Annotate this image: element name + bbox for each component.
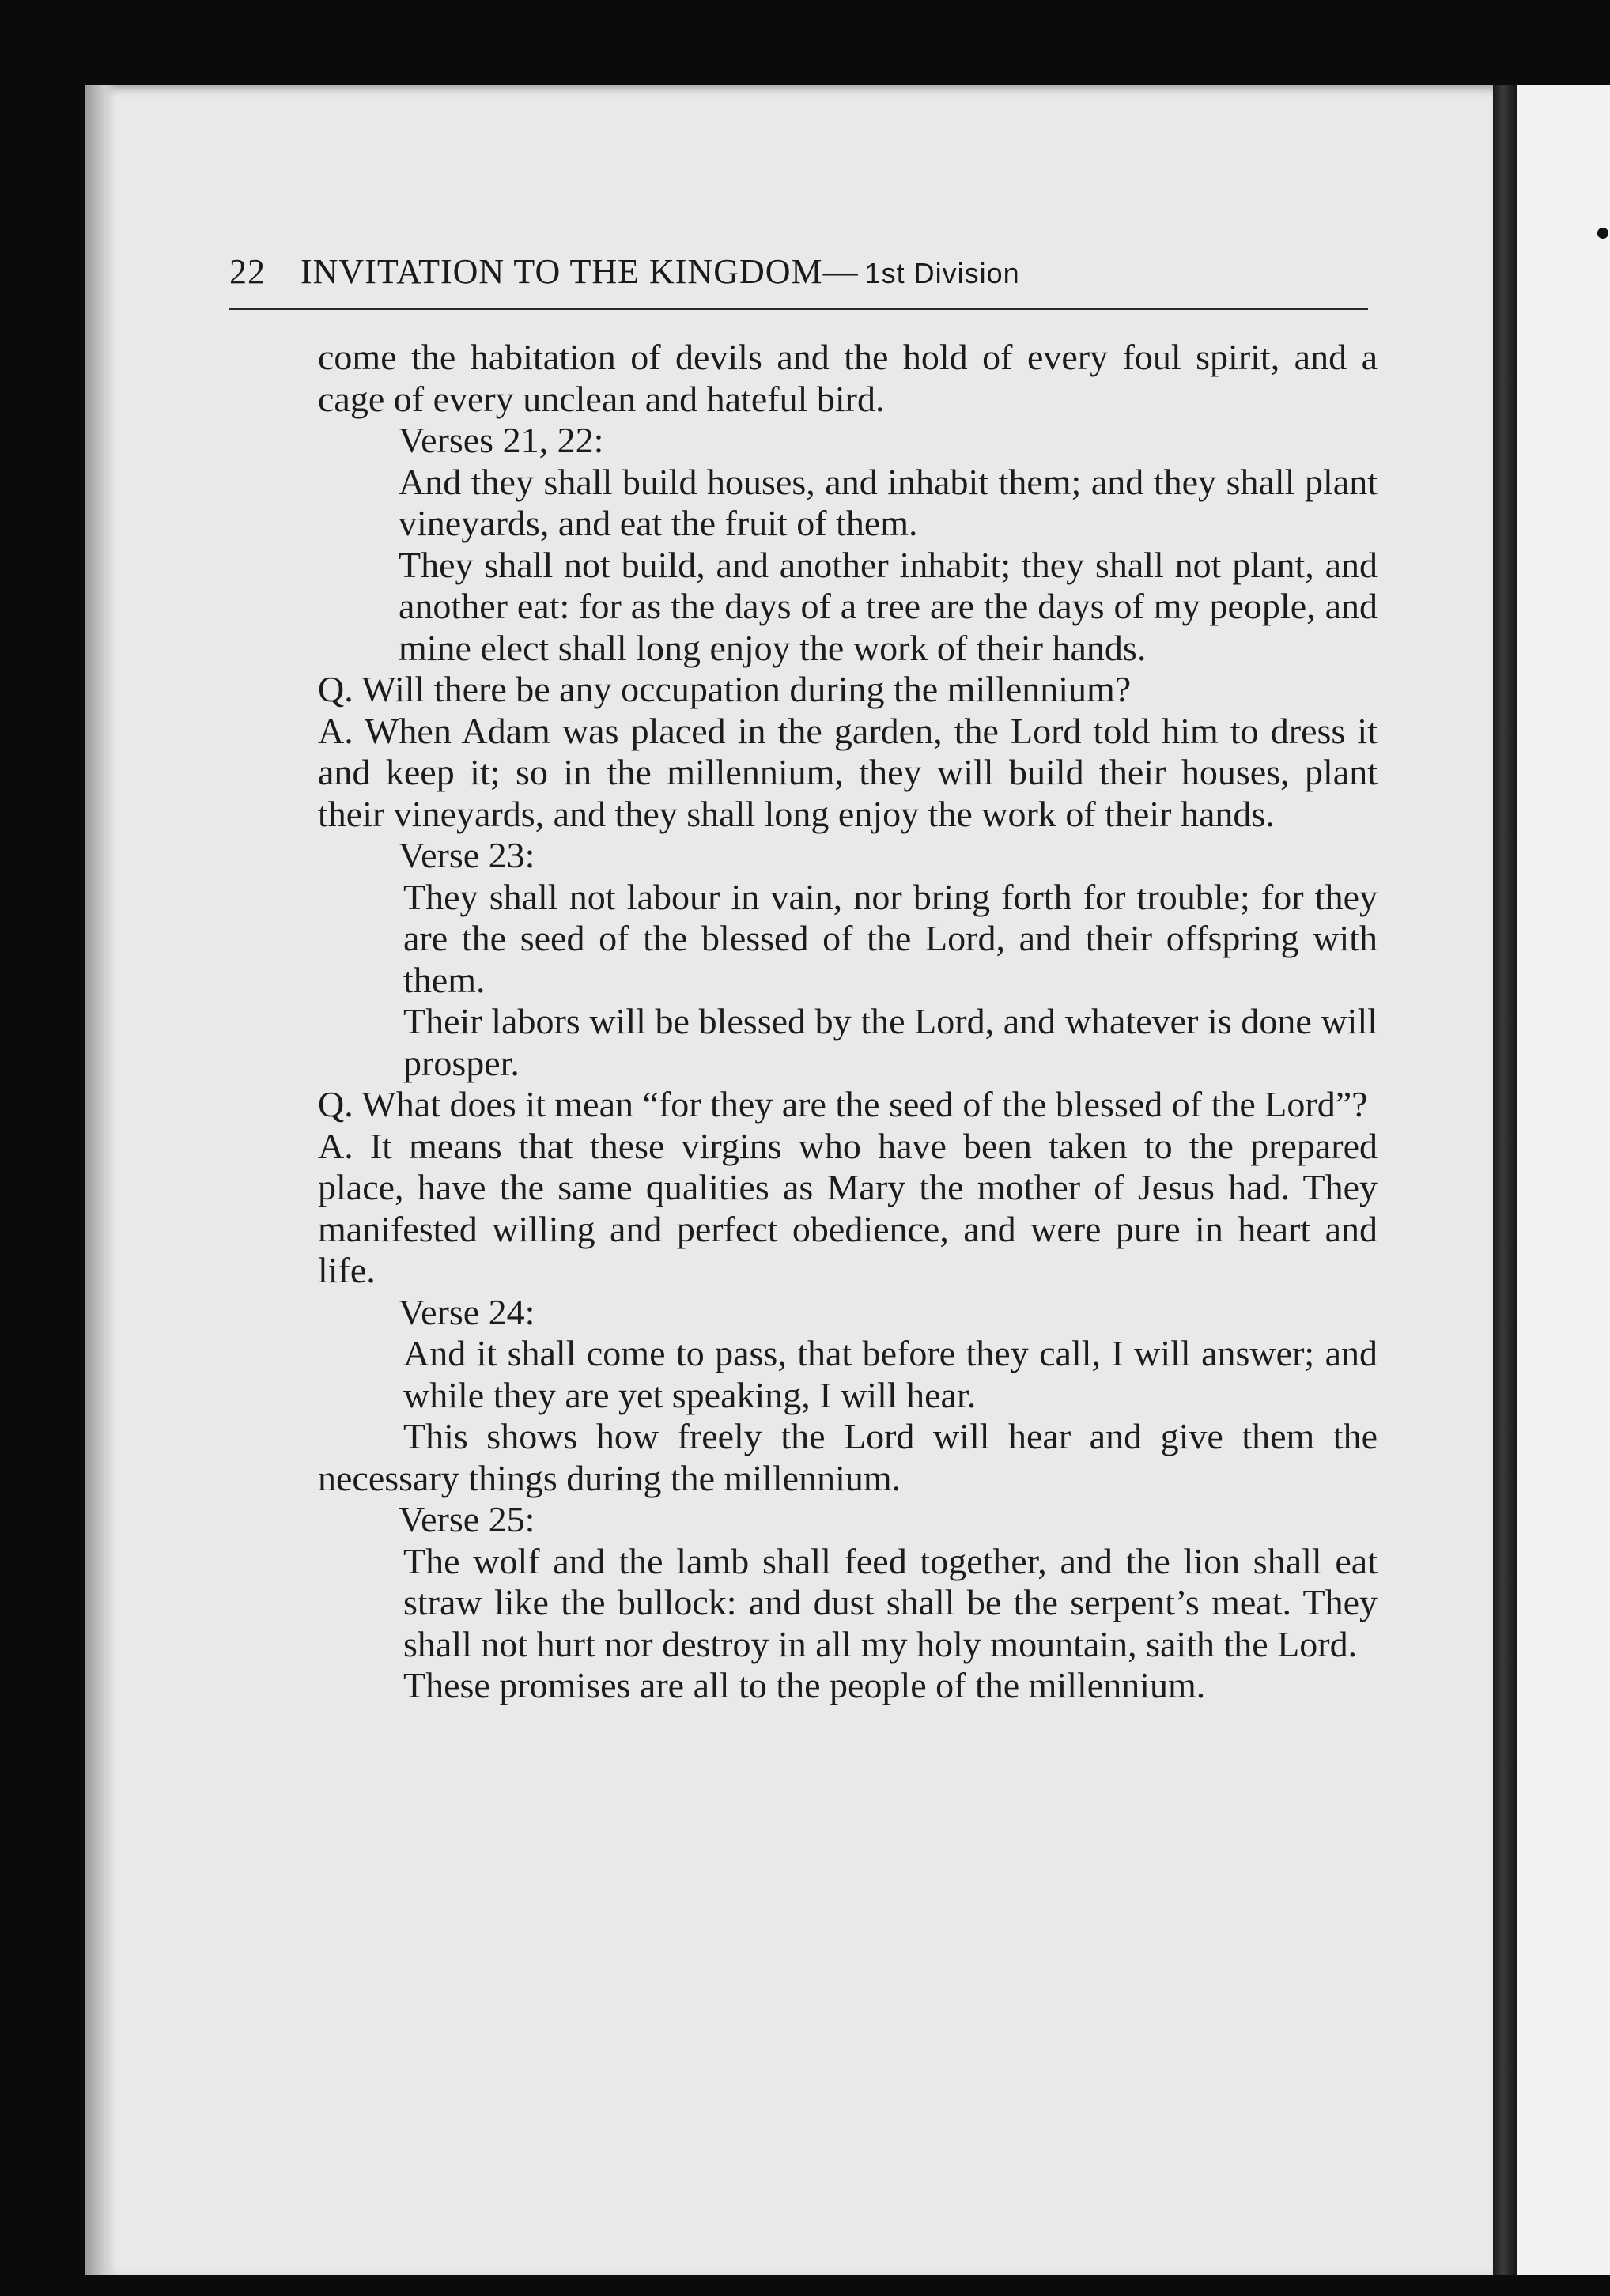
scripture-quote: They shall not labour in vain, nor bring forth for trouble; for they are the seed of the blessed of the Lord, and their offspring with them. — [403, 876, 1378, 1000]
scripture-quote: And they shall build houses, and inhabit them; and they shall plant vineyards, and eat the fruit of them. — [399, 461, 1378, 543]
commentary: This shows how freely the Lord will hear and give them the necessary things during the millennium. — [318, 1416, 1378, 1498]
question: Q. Will there be any occupation during the millennium? — [318, 669, 1132, 709]
question: Q. What does it mean “for they are the seed of the blessed of the Lord”? — [318, 1084, 1368, 1124]
paragraph: come the habitation of devils and the hold of every foul spirit, and a cage of every unclean and hateful bird. — [318, 337, 1378, 419]
scripture-quote: They shall not build, and another inhabit; they shall not plant, and another eat: for as the days of a tree are the days of my people, and mine elect shall long enjoy the work of their hands. — [399, 544, 1378, 668]
page-number: 22 — [229, 252, 266, 291]
scripture-quote: The wolf and the lamb shall feed together, and the lion shall eat straw like the bullock: and dust shall be the serpent’s meat. They shall not hurt nor destroy in all my holy mountain, saith the Lord. — [403, 1540, 1378, 1664]
verse-label: Verse 23: — [399, 835, 535, 875]
adjacent-page-edge — [1517, 85, 1610, 2275]
page-fold — [1493, 85, 1517, 2275]
page-text — [318, 337, 1378, 1707]
answer: A. When Adam was placed in the garden, the Lord told him to dress it and keep it; so in the millennium, they will build their houses, plant their vineyards, and they shall long enjoy the work of their hands. — [318, 710, 1378, 834]
running-header — [229, 251, 1368, 310]
commentary: Their labors will be blessed by the Lord, and whatever is done will prosper. — [403, 1001, 1378, 1083]
verse-label: Verses 21, 22: — [399, 420, 604, 460]
verse-label: Verse 25: — [399, 1499, 535, 1539]
page-gutter-shadow — [85, 85, 117, 2275]
speck-mark — [1597, 228, 1608, 239]
verse-label: Verse 24: — [399, 1291, 535, 1332]
division-label: 1st Division — [864, 257, 1020, 289]
commentary: These promises are all to the people of the millennium. — [403, 1665, 1206, 1705]
answer: A. It means that these virgins who have been taken to the prepared place, have the same qualities as Mary the mother of Jesus had. They manifested willing and perfect obedience, and were pure in heart and life. — [318, 1125, 1378, 1290]
scripture-quote: And it shall come to pass, that before they call, I will answer; and while they are yet speaking, I will hear. — [403, 1333, 1378, 1415]
book-title: INVITATION TO THE KINGDOM— — [300, 252, 859, 291]
